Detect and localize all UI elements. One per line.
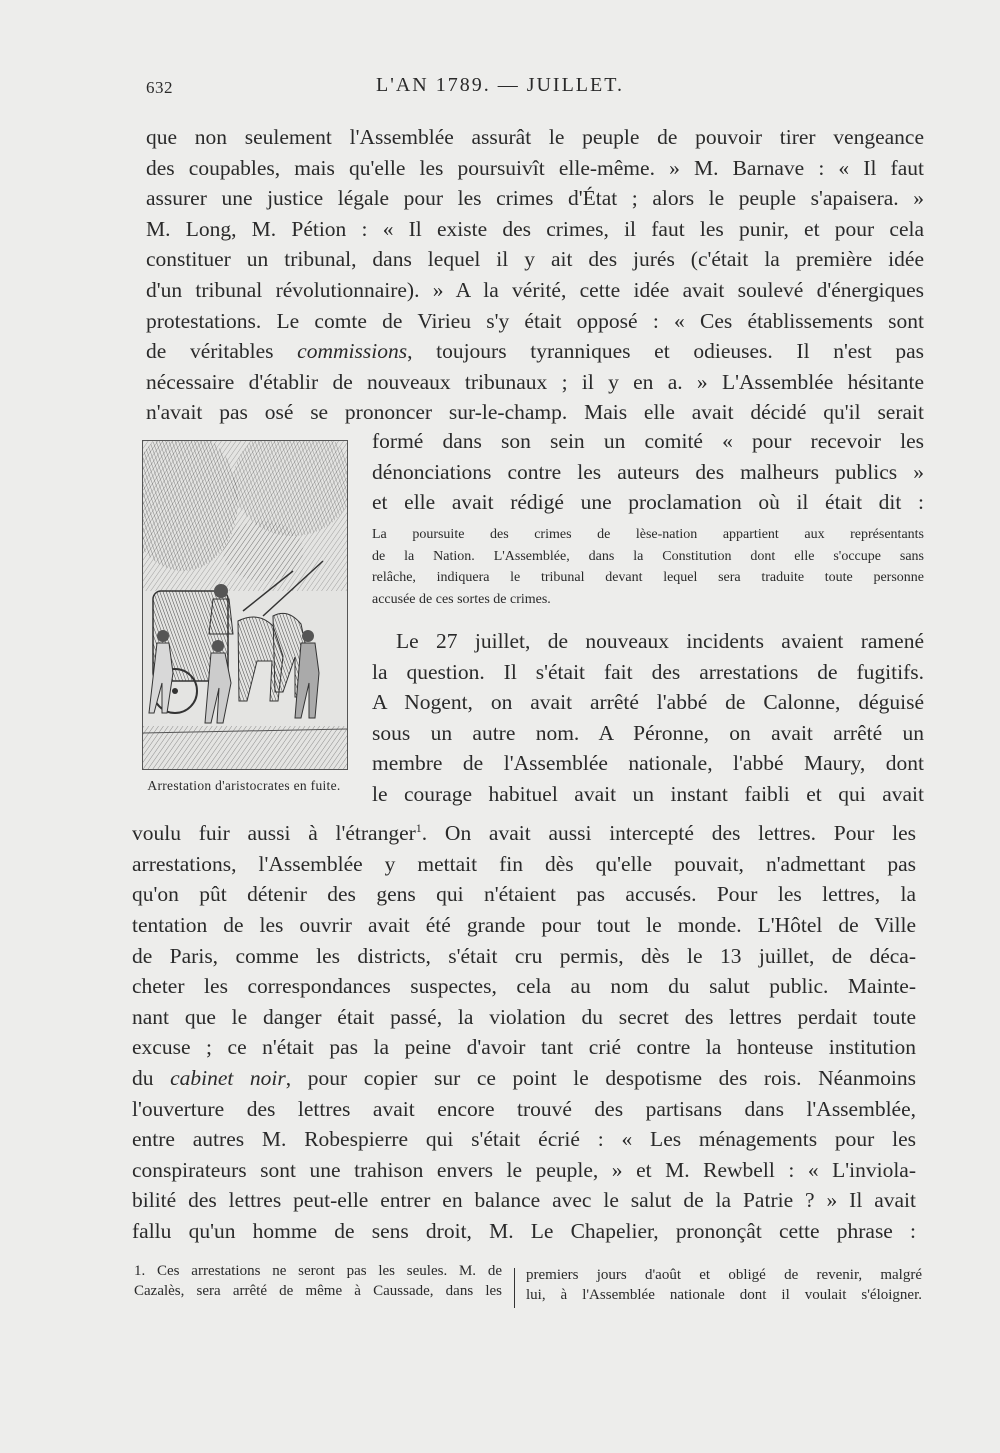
- quote-line: relâche, indiquera le tribunal devant lequel sera traduite toute personne: [372, 570, 924, 585]
- paragraph-1: [146, 122, 924, 428]
- footnote-line: Cazalès, sera arrêté de même à Caussade, dans les: [134, 1282, 502, 1299]
- text-line: [146, 336, 924, 367]
- text-fragment: , toujours tyranniques et odieuses. Il n'est pas: [407, 339, 925, 364]
- text-line: tentation de les ouvrir avait été grande pour tout le monde. L'Hôtel de Ville: [132, 912, 916, 937]
- text-line: qu'on pût détenir des gens qui n'étaient pas accusés. Pour les lettres, la: [132, 882, 916, 907]
- text-line: et elle avait rédigé une proclamation où il était dit :: [372, 490, 924, 515]
- text-line: d'un tribunal révolutionnaire). » A la vérité, cette idée avait soulevé d'énergiques: [146, 277, 924, 302]
- text-line: conspirateurs sont une trahison envers le peuple, » et M. Rewbell : « L'inviola-: [132, 1157, 916, 1182]
- text-line: A Nogent, on avait arrêté l'abbé de Calonne, déguisé: [372, 690, 924, 715]
- footnote-marker: 1: [415, 821, 422, 835]
- text-line: nécessaire d'établir de nouveaux tribunaux ; il y en a. » L'Assemblée hésitante: [146, 369, 924, 394]
- italic-term: commissions: [297, 339, 408, 364]
- text-line: protestations. Le comte de Virieu s'y était opposé : « Ces établissements sont: [146, 308, 924, 333]
- page-number: 632: [146, 78, 173, 97]
- text-line: excuse ; ce n'était pas la peine d'avoir tant crié contre la honteuse institution: [132, 1035, 916, 1060]
- footnote-divider: [514, 1268, 515, 1308]
- text-line: membre de l'Assemblée nationale, l'abbé Maury, dont: [372, 751, 924, 776]
- text-line: [132, 813, 916, 849]
- quote-line: accusée de ces sortes de crimes.: [372, 591, 551, 607]
- text-line: sous un autre nom. A Péronne, on avait arrêté un: [372, 720, 924, 745]
- footnote-line: 1. Ces arrestations ne seront pas les seules. M. de: [134, 1263, 502, 1279]
- engraving-image: [143, 441, 347, 769]
- text-line: entre autres M. Robespierre qui s'était écrié : « Les ménagements pour les: [132, 1127, 916, 1152]
- text-fragment: , pour copier sur ce point le despotisme des rois. Néanmoins: [285, 1065, 917, 1090]
- paragraph-3: [372, 626, 924, 810]
- italic-term: cabinet noir: [170, 1065, 286, 1090]
- text-line: Le 27 juillet, de nouveaux incidents avaient ramené: [396, 629, 924, 653]
- text-line: cheter les correspondances suspectes, cela au nom du salut public. Mainte-: [132, 974, 916, 999]
- illustration-caption: Arrestation d'aristocrates en fuite.: [147, 778, 341, 793]
- text-line: arrestations, l'Assemblée y mettait fin dès qu'elle pouvait, n'admettant pas: [132, 851, 916, 876]
- text-line: dénonciations contre les auteurs des malheurs publics »: [372, 459, 924, 484]
- quote-line: de la Nation. L'Assemblée, dans la Constitution dont elle s'occupe sans: [372, 548, 924, 564]
- text-fragment: . On avait aussi intercepté des lettres. Pour les: [421, 821, 916, 846]
- text-line: M. Long, M. Pétion : « Il existe des crimes, il faut les punir, et pour cela: [146, 216, 924, 241]
- text-line: constituer un tribunal, dans lequel il y ait des jurés (c'était la première idée: [146, 247, 924, 272]
- footnote-right-column: [526, 1266, 922, 1305]
- text-line: la question. Il s'était fait des arrestations de fugitifs.: [372, 659, 924, 684]
- text-line: bilité des lettres peut-elle entrer en balance avec le salut de la Patrie ? » Il avait: [132, 1188, 916, 1213]
- text-fragment: de véritables: [146, 339, 298, 364]
- text-line: que non seulement l'Assemblée assurât le peuple de pouvoir tirer vengeance: [146, 125, 924, 149]
- text-line: n'avait pas osé se prononcer sur-le-champ. Mais elle avait décidé qu'il serait: [146, 400, 924, 425]
- text-line: l'ouverture des lettres avait encore trouvé des partisans dans l'Assemblée,: [132, 1096, 916, 1121]
- proclamation-quote: [372, 524, 924, 610]
- footnote: [134, 1262, 924, 1308]
- text-line: des coupables, mais qu'elle les poursuivît elle-même. » M. Barnave : « Il faut: [146, 155, 924, 180]
- footnote-left-column: [134, 1262, 502, 1301]
- paragraph-2: [372, 426, 924, 518]
- text-line: le courage habituel avait un instant faibli et qui avait: [372, 781, 924, 806]
- text-fragment: voulu fuir aussi à l'étranger: [132, 821, 416, 846]
- quote-line: La poursuite des crimes de lèse-nation appartient aux représentants: [372, 527, 924, 542]
- text-line: [132, 1063, 916, 1094]
- engraving-illustration: [142, 440, 348, 770]
- text-line: nant que le danger était passé, la violation du secret des lettres perdait toute: [132, 1004, 916, 1029]
- paragraph-4: [132, 813, 916, 1246]
- text-line: assurer une justice légale pour les crimes d'État ; alors le peuple s'apaisera. »: [146, 186, 924, 211]
- text-line: fallu qu'un homme de sens droit, M. Le Chapelier, prononçât cette phrase :: [132, 1218, 916, 1243]
- text-line: de Paris, comme les districts, s'était cru permis, dès le 13 juillet, de déca-: [132, 943, 916, 968]
- text-fragment: du: [132, 1065, 171, 1090]
- footnote-line: lui, à l'Assemblée nationale dont il voulait s'éloigner.: [526, 1286, 922, 1303]
- running-title: L'AN 1789. — JUILLET.: [376, 74, 624, 96]
- text-line: formé dans son sein un comité « pour recevoir les: [372, 429, 924, 453]
- footnote-line: premiers jours d'août et obligé de revenir, malgré: [526, 1267, 922, 1283]
